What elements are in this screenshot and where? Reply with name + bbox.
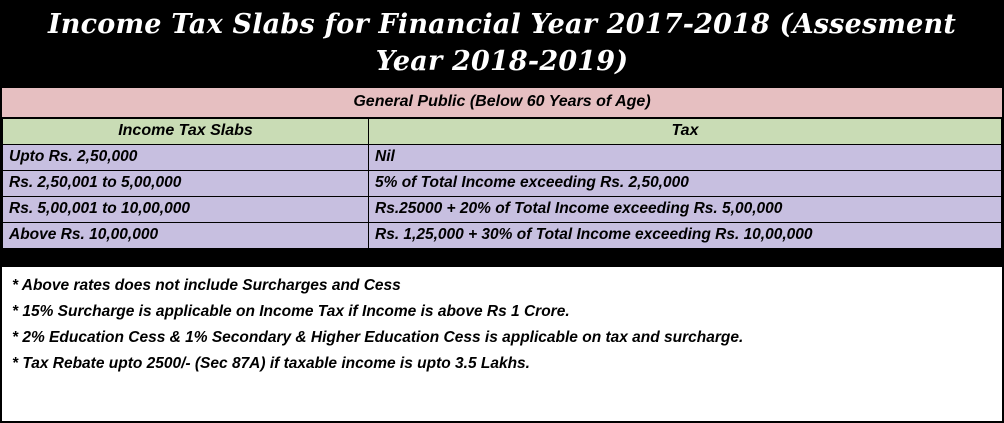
divider <box>2 249 1002 265</box>
cell-tax: Rs.25000 + 20% of Total Income exceeding Rs. 5,00,000 <box>369 197 1002 223</box>
cell-tax: 5% of Total Income exceeding Rs. 2,50,000 <box>369 171 1002 197</box>
cell-tax: Rs. 1,25,000 + 30% of Total Income exceeding Rs. 10,00,000 <box>369 223 1002 249</box>
table-row <box>3 171 1002 197</box>
cell-income-slab: Upto Rs. 2,50,000 <box>3 145 369 171</box>
table-row <box>3 223 1002 249</box>
table-row <box>3 197 1002 223</box>
cell-income-slab: Rs. 2,50,001 to 5,00,000 <box>3 171 369 197</box>
note-item: * 2% Education Cess & 1% Secondary & Higher Education Cess is applicable on tax and surcharge. <box>12 329 744 346</box>
note-item: * Above rates does not include Surcharges and Cess <box>12 277 401 294</box>
note-item: * Tax Rebate upto 2500/- (Sec 87A) if taxable income is upto 3.5 Lakhs. <box>12 355 530 372</box>
cell-income-slab: Above Rs. 10,00,000 <box>3 223 369 249</box>
notes-section <box>2 265 1002 421</box>
cell-tax: Nil <box>369 145 1002 171</box>
page-title: Income Tax Slabs for Financial Year 2017-2018 (Assesment Year 2018-2019) <box>2 2 1002 86</box>
cell-income-slab: Rs. 5,00,001 to 10,00,000 <box>3 197 369 223</box>
table-row <box>3 145 1002 171</box>
category-band: General Public (Below 60 Years of Age) <box>2 86 1002 118</box>
column-header-income-slabs: Income Tax Slabs <box>3 119 369 145</box>
note-item: * 15% Surcharge is applicable on Income Tax if Income is above Rs 1 Crore. <box>12 303 570 320</box>
tax-slab-table <box>2 118 1002 249</box>
table-header-row <box>3 119 1002 145</box>
column-header-tax: Tax <box>369 119 1002 145</box>
